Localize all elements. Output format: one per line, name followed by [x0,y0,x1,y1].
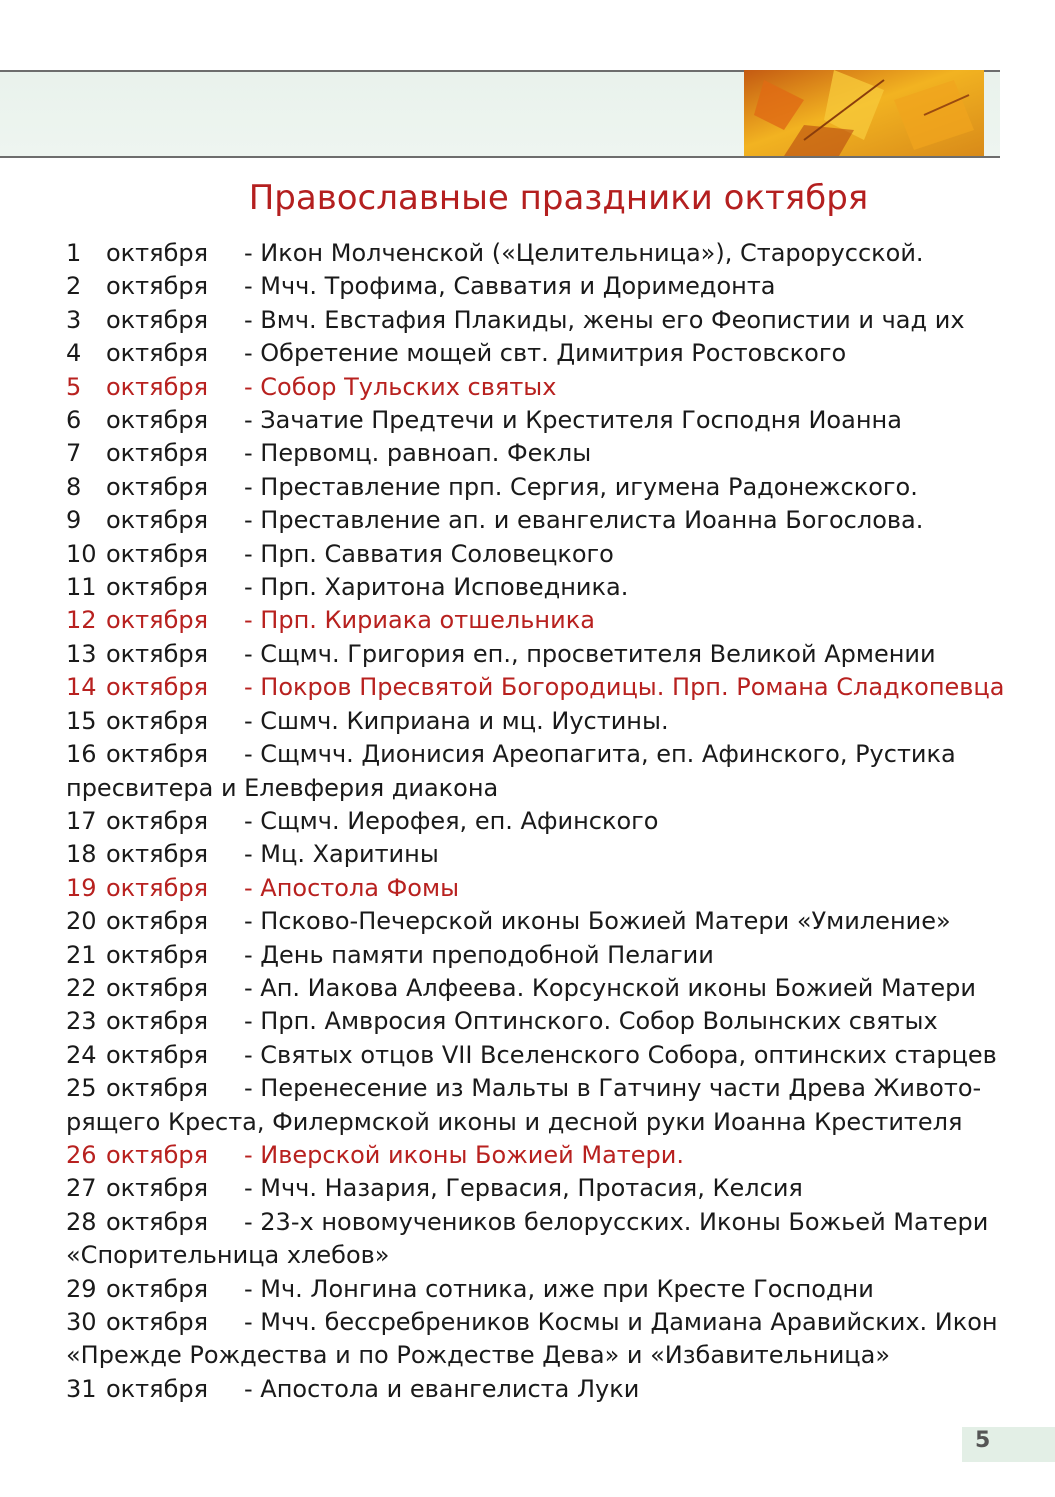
holiday-text: - Псково-Печерской иконы Божией Матери «Умиление» [244,907,951,936]
month-label: октября [106,940,209,969]
month-label: октября [106,673,209,702]
month-label: октября [106,406,209,435]
day-number: 11 [66,573,97,602]
holiday-text: - Перенесение из Мальты в Гатчину части Древа Живото- [244,1074,982,1103]
day-number: 6 [66,406,82,435]
month-label: октября [106,639,209,668]
list-item [66,270,1026,303]
holiday-text: - Прп. Кириака отшельника [244,606,595,635]
holiday-text: - Сщмч. Григория еп., просветителя Великой Армении [244,639,936,668]
month-label: октября [106,973,209,1002]
holiday-text: - 23-х новомучеников белорусских. Иконы Божьей Матери [244,1207,989,1236]
day-number: 10 [66,539,97,568]
holiday-text: - Вмч. Евстафия Плакиды, жены его Феопистии и чад их [244,305,965,334]
day-number: 17 [66,806,97,835]
month-label: октября [106,1374,209,1403]
holiday-text: - Сшмч. Киприана и мц. Иустины. [244,706,669,735]
month-label: октября [106,907,209,936]
month-label: октября [106,372,209,401]
day-number: 4 [66,339,82,368]
holiday-text-continuation: пресвитера и Елевферия диакона [66,773,499,802]
list-item [66,939,1026,972]
holiday-text: - Мч. Лонгина сотника, иже при Кресте Господни [244,1274,874,1303]
month-label: октября [106,1007,209,1036]
list-item [66,705,1026,738]
list-item [66,604,1026,637]
day-number: 16 [66,740,97,769]
holiday-text: - Покров Пресвятой Богородицы. Прп. Романа Сладкопевца [244,673,1005,702]
day-number: 2 [66,272,82,301]
holiday-text: - Мц. Харитины [244,840,439,869]
day-number: 28 [66,1207,97,1236]
day-number: 13 [66,639,97,668]
holiday-text-continuation: «Спорительница хлебов» [66,1241,390,1270]
holiday-text-continuation: «Прежде Рождества и по Рождестве Дева» и «Избавительница» [66,1341,891,1370]
month-label: октября [106,1207,209,1236]
day-number: 5 [66,372,82,401]
holiday-text: - Прп. Харитона Исповедника. [244,573,629,602]
list-item [66,838,1026,871]
list-item [66,638,1026,671]
month-label: октября [106,439,209,468]
list-item [66,805,1026,838]
month-label: октября [106,573,209,602]
list-item [66,1072,1026,1139]
holiday-text: - Святых отцов VII Вселенского Собора, оптинских старцев [244,1040,997,1069]
holiday-text: - Прп. Амвросия Оптинского. Собор Волынских святых [244,1007,938,1036]
day-number: 8 [66,472,82,501]
list-item [66,1206,1026,1273]
list-item [66,237,1026,270]
month-label: октября [106,1308,209,1336]
day-number: 30 [66,1308,97,1336]
list-item [66,437,1026,470]
holiday-text: - Собор Тульских святых [244,372,557,401]
holiday-text: - Преставление прп. Сергия, игумена Радонежского. [244,472,918,501]
holiday-text: - Зачатие Предтечи и Крестителя Господня Иоанна [244,406,902,435]
list-item [66,1005,1026,1038]
month-label: октября [106,840,209,869]
list-item [66,905,1026,938]
holiday-text: - Ап. Иакова Алфеева. Корсунской иконы Божией Матери [244,973,976,1002]
holiday-text: - Прп. Савватия Соловецкого [244,539,614,568]
autumn-leaves-image [744,70,984,156]
day-number: 9 [66,506,82,535]
month-label: октября [106,506,209,535]
month-label: октября [106,472,209,501]
holiday-text: - Мчч. Трофима, Савватия и Доримедонта [244,272,776,301]
month-label: октября [106,1274,209,1303]
holiday-text: - Первомц. равноап. Феклы [244,439,592,468]
day-number: 27 [66,1174,97,1203]
day-number: 12 [66,606,97,635]
day-number: 20 [66,907,97,936]
day-number: 1 [66,239,82,267]
list-item [66,872,1026,905]
list-item [66,538,1026,571]
holiday-text: - Мчч. Назария, Гервасия, Протасия, Келсия [244,1174,803,1203]
day-number: 23 [66,1007,97,1036]
list-item [66,1039,1026,1072]
list-item [66,671,1026,704]
day-number: 19 [66,873,97,902]
holiday-text: - Обретение мощей свт. Димитрия Ростовского [244,339,847,368]
month-label: октября [106,339,209,368]
month-label: октября [106,1040,209,1069]
month-label: октября [106,740,209,769]
holiday-text: - Сщмч. Иерофея, еп. Афинского [244,806,659,835]
list-item [66,571,1026,604]
holiday-text: - День памяти преподобной Пелагии [244,940,714,969]
day-number: 14 [66,673,97,702]
holiday-list [66,237,1026,1406]
holiday-text-continuation: рящего Креста, Филермской иконы и десной руки Иоанна Крестителя [66,1107,963,1136]
month-label: октября [106,1074,209,1103]
day-number: 22 [66,973,97,1002]
month-label: октября [106,272,209,301]
month-label: октября [106,873,209,902]
day-number: 25 [66,1074,97,1103]
page-title: Православные праздники октября [248,178,869,218]
list-item [66,738,1026,805]
list-item [66,404,1026,437]
day-number: 26 [66,1140,97,1169]
holiday-text: - Преставление ап. и евангелиста Иоанна Богослова. [244,506,924,535]
list-item [66,337,1026,370]
month-label: октября [106,305,209,334]
list-item [66,972,1026,1005]
day-number: 7 [66,439,82,468]
month-label: октября [106,239,209,267]
holiday-text: - Мчч. бессребреников Космы и Дамиана Аравийских. Икон [244,1308,998,1336]
month-label: октября [106,1174,209,1203]
list-item [66,1373,1026,1406]
month-label: октября [106,706,209,735]
list-item [66,1172,1026,1205]
list-item [66,304,1026,337]
holiday-text: - Икон Молченской («Целительница»), Старорусской. [244,239,924,267]
day-number: 29 [66,1274,97,1303]
holiday-text: - Сщмчч. Дионисия Ареопагита, еп. Афинского, Рустика [244,740,956,769]
holiday-text: - Апостола Фомы [244,873,460,902]
holiday-text: - Апостола и евангелиста Луки [244,1374,640,1403]
list-item [66,1306,1026,1373]
day-number: 15 [66,706,97,735]
list-item [66,1273,1026,1306]
list-item [66,471,1026,504]
day-number: 31 [66,1374,97,1403]
day-number: 3 [66,305,82,334]
list-item [66,371,1026,404]
month-label: октября [106,606,209,635]
month-label: октября [106,1140,209,1169]
holiday-text: - Иверской иконы Божией Матери. [244,1140,685,1169]
list-item [66,1139,1026,1172]
list-item [66,504,1026,537]
day-number: 24 [66,1040,97,1069]
day-number: 21 [66,940,97,969]
page-number: 5 [975,1428,991,1453]
day-number: 18 [66,840,97,869]
month-label: октября [106,806,209,835]
month-label: октября [106,539,209,568]
